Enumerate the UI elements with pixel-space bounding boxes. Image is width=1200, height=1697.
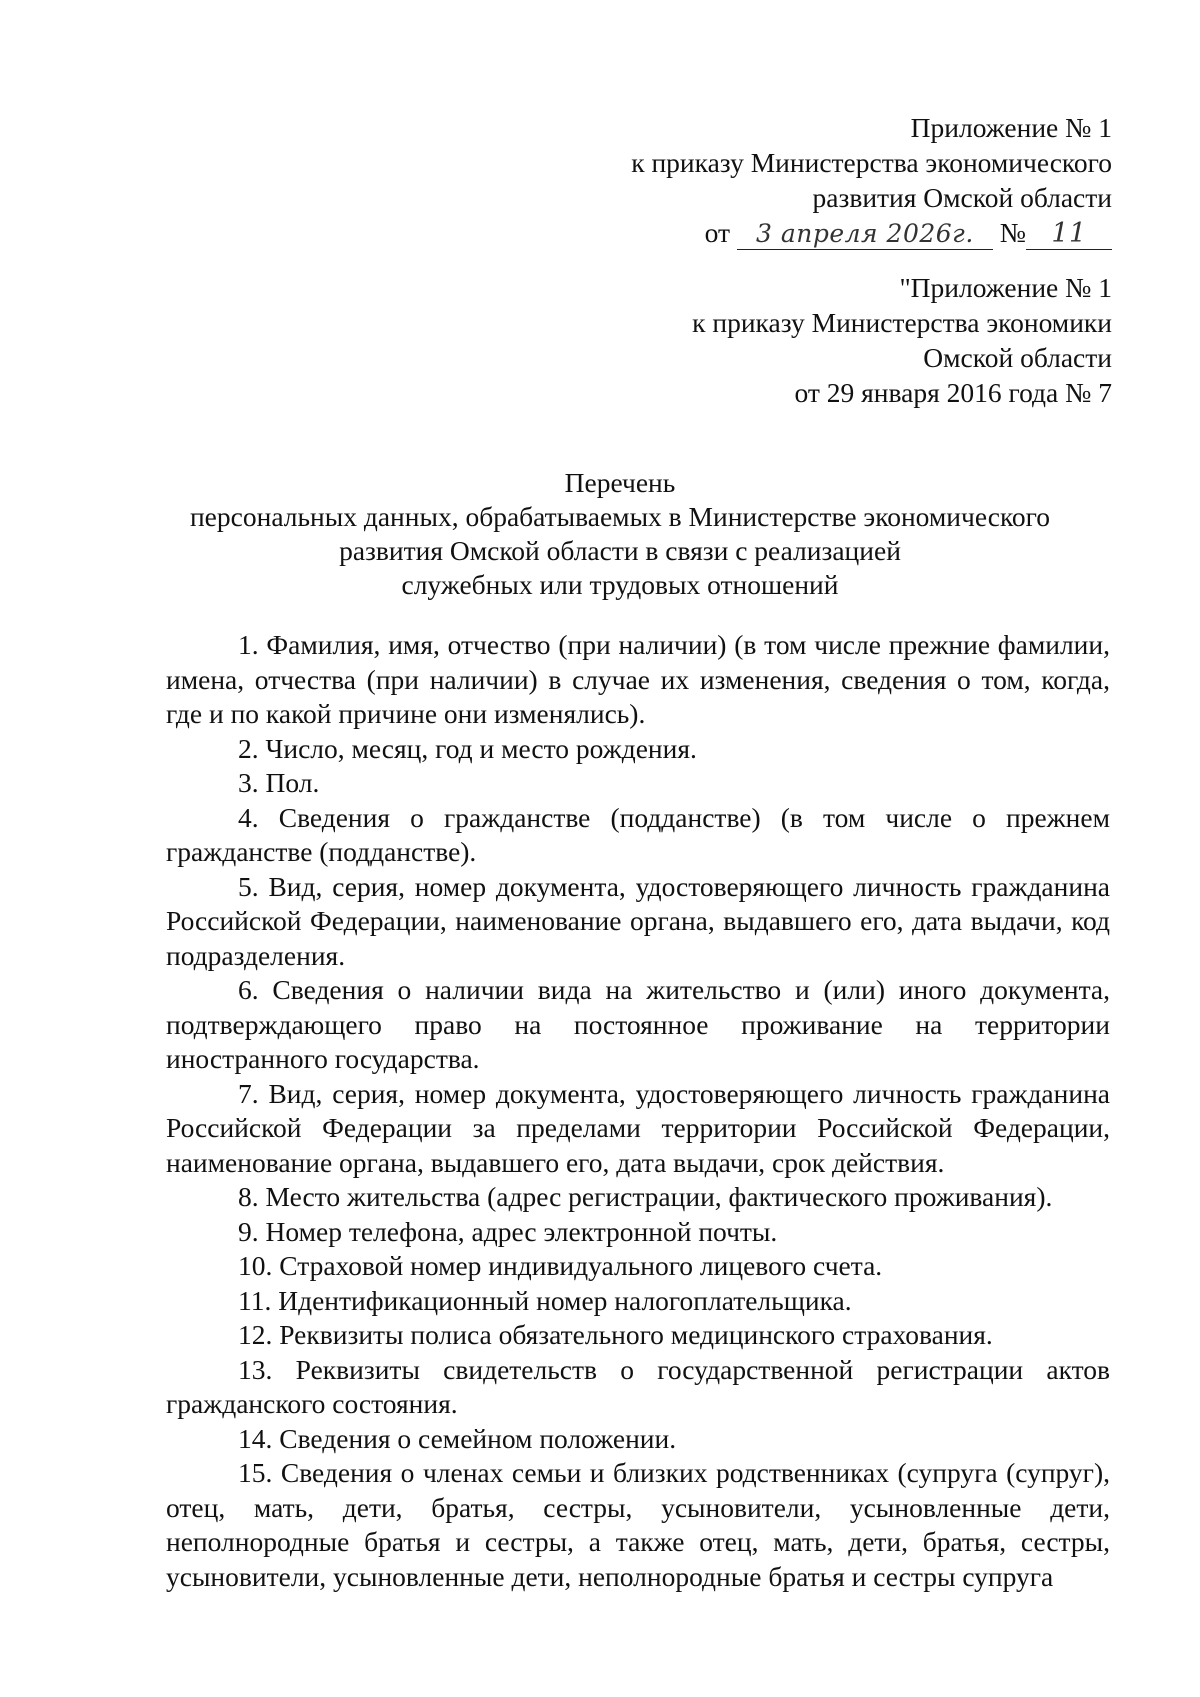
- list-item: 9. Номер телефона, адрес электронной почты.: [238, 1215, 778, 1247]
- list-item: 6. Сведения о наличии вида на жительство и (или) иного документа, подтверждающего право на постоянное проживание на территории иностранного государства.: [166, 974, 1110, 1074]
- number-prefix: №: [999, 217, 1026, 248]
- personal-data-list: [166, 628, 1110, 1594]
- appendix-current-line3: развития Омской области: [812, 182, 1112, 213]
- appendix-previous-line2: к приказу Министерства экономики: [692, 307, 1112, 338]
- title-line1: Перечень: [564, 467, 676, 498]
- appendix-current-line2: к приказу Министерства экономического: [631, 147, 1112, 178]
- list-item: 12. Реквизиты полиса обязательного медицинского страхования.: [238, 1319, 993, 1350]
- title-line3: развития Омской области в связи с реализацией: [339, 535, 901, 566]
- list-item: 4. Сведения о гражданстве (подданстве) (в том числе о прежнем гражданстве (подданстве).: [166, 801, 1110, 867]
- title-line4: служебных или трудовых отношений: [401, 569, 839, 600]
- title-line2: персональных данных, обрабатываемых в Министерстве экономического: [189, 501, 1051, 532]
- list-item: 2. Число, месяц, год и место рождения.: [238, 732, 697, 764]
- list-item: 15. Сведения о членах семьи и близких родственниках (супруга (супруг), отец, мать, дети, братья, сестры, усыновители, усыновленные дети, неполнородные братья и сестры, а также отец, мать, дети, братья, сестры, усыновители, усыновленные дети, неполнородные братья и сестры супруга: [166, 1457, 1110, 1592]
- list-item: 10. Страховой номер индивидуального лицевого счета.: [238, 1250, 883, 1281]
- appendix-current-line1: Приложение № 1: [910, 112, 1112, 143]
- appendix-previous-line4: от 29 января 2016 года № 7: [794, 377, 1112, 408]
- list-item: 1. Фамилия, имя, отчество (при наличии) (в том числе прежние фамилии, имена, отчества (при наличии) в случае их изменения, сведения о том, когда, где и по какой причине они изменялись).: [166, 629, 1110, 729]
- list-item: 14. Сведения о семейном положении.: [238, 1422, 677, 1454]
- handwritten-number: 11: [1026, 219, 1112, 250]
- appendix-previous-line1: "Приложение № 1: [899, 272, 1112, 303]
- document-title: [130, 466, 1110, 602]
- handwritten-date: 3 апреля 2026г.: [737, 219, 993, 250]
- appendix-previous-line3: Омской области: [923, 342, 1112, 373]
- appendix-current-date-line: [631, 215, 1112, 250]
- list-item: 5. Вид, серия, номер документа, удостоверяющего личность гражданина Российской Федерации, наименование органа, выдавшего его, дата выдачи, код подразделения.: [166, 870, 1110, 971]
- list-item: 11. Идентификационный номер налогоплательщика.: [238, 1284, 852, 1316]
- list-item: 7. Вид, серия, номер документа, удостоверяющего личность гражданина Российской Федерации за пределами территории Российской Федерации, наименование органа, выдавшего его, дата выдачи, срок действия.: [166, 1077, 1110, 1178]
- date-prefix: от: [704, 217, 730, 248]
- appendix-previous-header: [692, 270, 1112, 410]
- list-item: 3. Пол.: [238, 767, 320, 798]
- appendix-current-header: [631, 110, 1112, 250]
- list-item: 13. Реквизиты свидетельств о государственной регистрации актов гражданского состояния.: [166, 1353, 1110, 1419]
- list-item: 8. Место жительства (адрес регистрации, фактического проживания).: [238, 1181, 1053, 1212]
